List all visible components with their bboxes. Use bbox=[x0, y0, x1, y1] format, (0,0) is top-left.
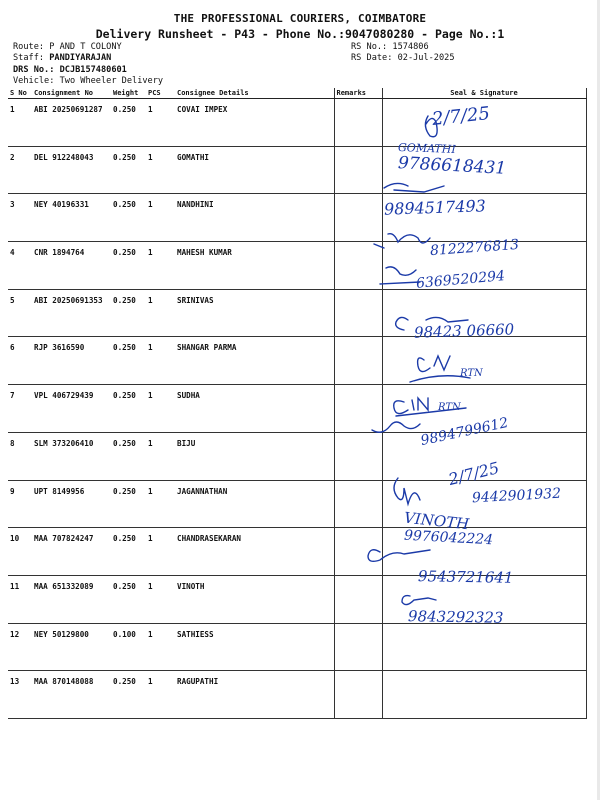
row-consignment: NEY 50129800 bbox=[32, 623, 111, 671]
row-pcs: 1 bbox=[146, 194, 175, 242]
row-consignment: DEL 912248043 bbox=[32, 146, 111, 194]
handwritten-phone-row5: 6369520294 bbox=[415, 268, 506, 292]
row-consignee: SRINIVAS bbox=[175, 289, 334, 337]
row-sno: 13 bbox=[8, 671, 32, 719]
signature-stroke-4 bbox=[374, 234, 430, 248]
row-pcs: 1 bbox=[146, 623, 175, 671]
signature-stroke-9 bbox=[372, 422, 420, 432]
signature-stroke-1 bbox=[425, 116, 437, 137]
company-name: THE PROFESSIONAL COURIERS, COIMBATORE bbox=[173, 12, 427, 25]
handwritten-name-row2: GOMATHI bbox=[397, 140, 456, 157]
signature-stroke-8 bbox=[394, 398, 466, 416]
row-pcs: 1 bbox=[146, 99, 175, 147]
row-pcs: 1 bbox=[146, 337, 175, 385]
signature-stroke-3 bbox=[384, 183, 444, 192]
row-consignee: SATHIESS bbox=[175, 623, 334, 671]
row-sno: 1 bbox=[8, 99, 32, 147]
row-sno: 8 bbox=[8, 432, 32, 480]
drs-value: DCJB157480601 bbox=[59, 65, 127, 75]
row-weight: 0.250 bbox=[111, 385, 146, 433]
handwritten-phone-row3: 9894517493 bbox=[383, 196, 487, 219]
handwritten-date-row1: 2/7/25 bbox=[431, 103, 491, 130]
row-sno: 4 bbox=[8, 242, 32, 290]
row-weight: 0.250 bbox=[111, 575, 146, 623]
row-consignee: SUDHA bbox=[175, 385, 334, 433]
row-weight: 0.250 bbox=[111, 146, 146, 194]
col-consignment: Consignment No bbox=[32, 88, 111, 99]
row-sno: 9 bbox=[8, 480, 32, 528]
rs-date-label: RS Date: bbox=[351, 53, 393, 63]
row-weight: 0.250 bbox=[111, 528, 146, 576]
row-consignment: SLM 373206410 bbox=[32, 432, 111, 480]
row-pcs: 1 bbox=[146, 385, 175, 433]
drs-label: DRS No.: bbox=[13, 65, 55, 75]
handwritten-date-row10: 2/7/25 bbox=[446, 458, 502, 489]
col-seal: Seal & Signature bbox=[382, 88, 586, 99]
row-weight: 0.250 bbox=[111, 289, 146, 337]
row-pcs: 1 bbox=[146, 146, 175, 194]
signature-stroke-10 bbox=[394, 478, 420, 504]
row-consignee: GOMATHI bbox=[175, 146, 334, 194]
row-consignment: NEY 40196331 bbox=[32, 194, 111, 242]
row-weight: 0.100 bbox=[111, 623, 146, 671]
vehicle-value: Two Wheeler Delivery bbox=[59, 76, 164, 86]
col-consignee: Consignee Details bbox=[175, 88, 334, 99]
row-sno: 2 bbox=[8, 146, 32, 194]
row-consignee: COVAI IMPEX bbox=[175, 99, 334, 147]
signature-stroke-7 bbox=[410, 356, 470, 382]
row-weight: 0.250 bbox=[111, 194, 146, 242]
handwritten-rtn-row7: RTN bbox=[460, 368, 483, 379]
row-consignment: MAA 870148088 bbox=[32, 671, 111, 719]
row-consignment: ABI 20250691353 bbox=[32, 289, 111, 337]
signature-stroke-5 bbox=[380, 267, 420, 284]
row-sno: 7 bbox=[8, 385, 32, 433]
row-consignment: UPT 8149956 bbox=[32, 480, 111, 528]
col-pcs: PCS bbox=[146, 88, 175, 99]
row-weight: 0.250 bbox=[111, 480, 146, 528]
row-consignee: CHANDRASEKARAN bbox=[175, 528, 334, 576]
row-consignee: MAHESH KUMAR bbox=[175, 242, 334, 290]
rs-date-value: 02-Jul-2025 bbox=[397, 53, 455, 63]
row-consignee: JAGANNATHAN bbox=[175, 480, 334, 528]
row-weight: 0.250 bbox=[111, 432, 146, 480]
row-pcs: 1 bbox=[146, 480, 175, 528]
row-consignment: MAA 707824247 bbox=[32, 528, 111, 576]
signature-stroke-13 bbox=[402, 596, 436, 605]
runsheet-title: Delivery Runsheet - P43 - Phone No.:9047080280 - Page No.:1 bbox=[95, 27, 505, 41]
row-pcs: 1 bbox=[146, 242, 175, 290]
signature-stroke-6 bbox=[396, 317, 468, 330]
row-sno: 12 bbox=[8, 623, 32, 671]
signature-stroke-12 bbox=[368, 550, 430, 562]
handwritten-phone-row4: 8122276813 bbox=[429, 236, 520, 260]
row-consignee: NANDHINI bbox=[175, 194, 334, 242]
col-weight: Weight bbox=[111, 88, 146, 99]
handwritten-phone-row10: 9442901932 bbox=[471, 485, 562, 507]
row-sno: 11 bbox=[8, 575, 32, 623]
vehicle-label: Vehicle: bbox=[13, 76, 55, 86]
row-sno: 6 bbox=[8, 337, 32, 385]
rs-no-value: 1574806 bbox=[392, 42, 429, 52]
staff-value: PANDIYARAJAN bbox=[49, 53, 112, 63]
row-pcs: 1 bbox=[146, 575, 175, 623]
col-remarks: Remarks bbox=[334, 88, 382, 99]
row-pcs: 1 bbox=[146, 671, 175, 719]
row-consignment: CNR 1894764 bbox=[32, 242, 111, 290]
handwritten-phone-row9: 9894799612 bbox=[419, 414, 510, 450]
row-sno: 10 bbox=[8, 528, 32, 576]
row-pcs: 1 bbox=[146, 289, 175, 337]
handwritten-name-row11: VINOTH bbox=[403, 508, 471, 534]
row-sno: 5 bbox=[8, 289, 32, 337]
row-consignee: BIJU bbox=[175, 432, 334, 480]
row-consignment: VPL 406729439 bbox=[32, 385, 111, 433]
handwritten-phone-row12: 9543721641 bbox=[417, 567, 514, 587]
row-consignee: VINOTH bbox=[175, 575, 334, 623]
handwritten-phone-row13: 9843292323 bbox=[407, 607, 504, 627]
row-sno: 3 bbox=[8, 194, 32, 242]
col-sno: S No bbox=[8, 88, 32, 99]
handwritten-phone-row6: 98423 06660 bbox=[413, 320, 515, 342]
handwritten-phone-row11: 9976042224 bbox=[403, 527, 494, 549]
row-consignment: MAA 651332089 bbox=[32, 575, 111, 623]
staff-label: Staff: bbox=[13, 53, 45, 63]
route-label: Route: bbox=[13, 42, 45, 52]
row-weight: 0.250 bbox=[111, 337, 146, 385]
row-pcs: 1 bbox=[146, 432, 175, 480]
row-pcs: 1 bbox=[146, 528, 175, 576]
route-value: P AND T COLONY bbox=[49, 42, 122, 52]
row-consignee: RAGUPATHI bbox=[175, 671, 334, 719]
row-consignment: ABI 20250691287 bbox=[32, 99, 111, 147]
row-consignment: RJP 3616590 bbox=[32, 337, 111, 385]
row-weight: 0.250 bbox=[111, 671, 146, 719]
row-weight: 0.250 bbox=[111, 242, 146, 290]
rs-no-label: RS No.: bbox=[351, 42, 388, 52]
row-weight: 0.250 bbox=[111, 99, 146, 147]
row-consignee: SHANGAR PARMA bbox=[175, 337, 334, 385]
handwritten-phone-row2: 9786618431 bbox=[397, 153, 507, 179]
handwritten-rtn-row8: RTN bbox=[438, 402, 461, 413]
